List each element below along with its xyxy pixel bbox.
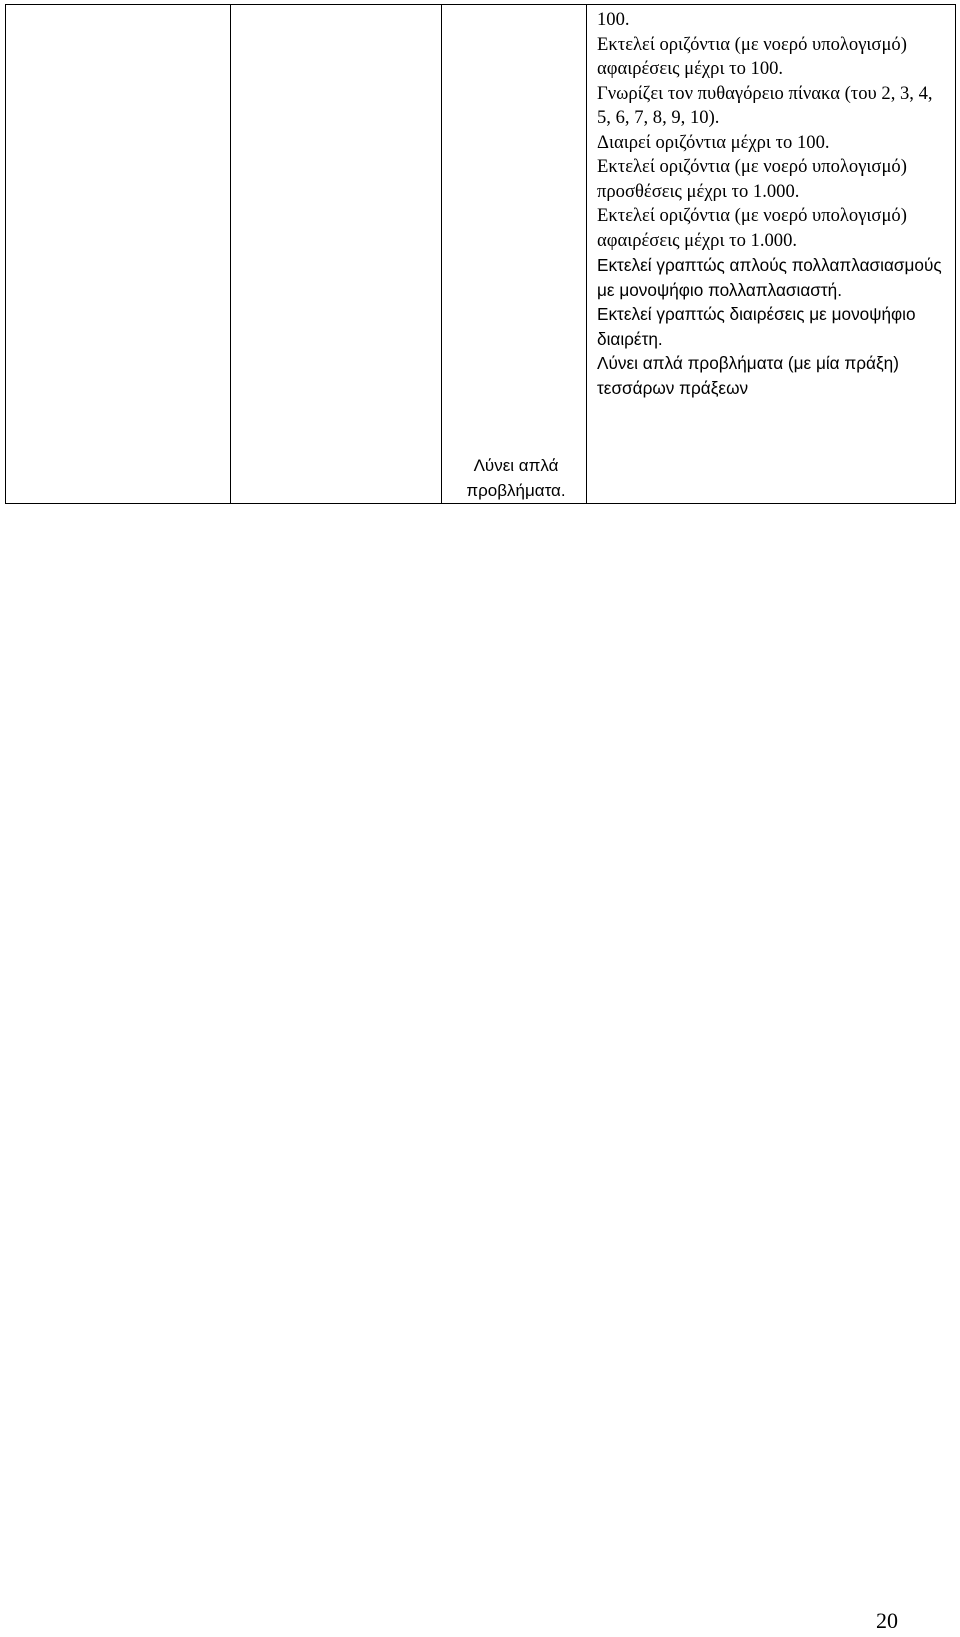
curriculum-table	[5, 4, 956, 504]
empty-cell-2	[231, 5, 442, 504]
objective-item: Γνωρίζει τον πυθαγόρειο πίνακα (του 2, 3, 4, 5, 6, 7, 8, 9, 10).	[597, 82, 933, 128]
objective-item: Εκτελεί γραπτώς διαιρέσεις με μονοψήφιο διαιρέτη.	[597, 304, 916, 349]
objective-item: Διαιρεί οριζόντια μέχρι το 100.	[597, 131, 830, 153]
objective-item: Λύνει απλά προβλήματα (με μία πράξη) τεσσάρων πράξεων	[597, 353, 899, 398]
table-row	[6, 5, 956, 504]
objectives-cell	[587, 5, 956, 504]
objectives-list	[587, 5, 955, 503]
empty-cell-1	[6, 5, 231, 504]
skill-cell	[442, 5, 587, 504]
page-number: 20	[876, 1608, 898, 1633]
skill-label-line-2: προβλήματα.	[466, 480, 566, 500]
skill-label	[450, 454, 582, 503]
objective-item: Εκτελεί οριζόντια (με νοερό υπολογισμό) προσθέσεις μέχρι το 1.000.	[597, 156, 907, 202]
objective-item: Εκτελεί οριζόντια (με νοερό υπολογισμό) αφαιρέσεις μέχρι το 100.	[597, 33, 907, 79]
skill-label-line-1: Λύνει απλά	[473, 456, 559, 475]
objective-item: 100.	[597, 9, 630, 30]
objective-item: Εκτελεί γραπτώς απλούς πολλαπλασιασμούς με μονοψήφιο πολλαπλασιαστή.	[597, 255, 942, 300]
objective-item: Εκτελεί οριζόντια (με νοερό υπολογισμό) αφαιρέσεις μέχρι το 1.000.	[597, 205, 907, 251]
